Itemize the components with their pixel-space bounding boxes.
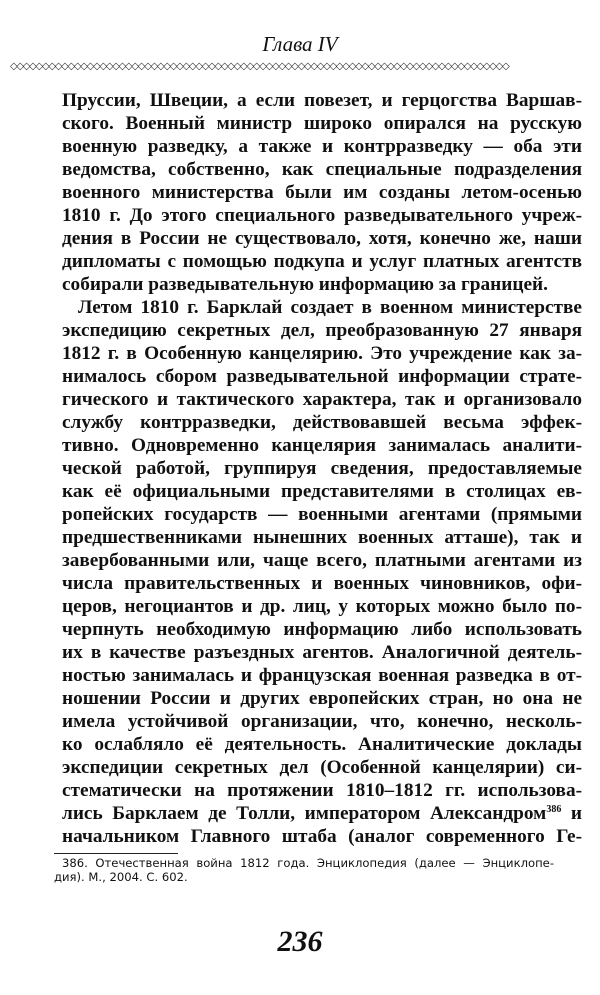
text-line xyxy=(62,802,582,825)
text-line: числа правительственных и военных чиновников, офи- xyxy=(62,573,582,594)
text-line: собирали разведывательную информацию за границей. xyxy=(62,274,548,295)
text-line: стематически на протяжении 1810–1812 гг. использова- xyxy=(62,780,582,801)
text-line: начальником Главного штаба (аналог современного Ге- xyxy=(62,826,582,847)
text-line: завербованными или, чаще всего, платными агентами из xyxy=(62,550,582,571)
text-line: ческой работой, группируя сведения, предоставляемые xyxy=(62,458,582,479)
text-line: гического и тактического характера, так и организовало xyxy=(62,389,582,410)
text-line: Летом 1810 г. Барклай создает в военном министерстве xyxy=(78,297,582,318)
text-line: Пруссии, Швеции, а если повезет, и герцогства Варшав- xyxy=(62,90,582,111)
text-line: 1812 г. в Особенную канцелярию. Это учреждение как за- xyxy=(62,343,582,364)
footnote-line: дия). М., 2004. С. 602. xyxy=(54,870,188,884)
text-line-content: лись Барклаем де Толли, императором Александром xyxy=(62,803,547,824)
text-line: нималось сбором разведывательной информации страте- xyxy=(62,366,582,387)
text-line: предшественниками нынешних военных атташе), так и xyxy=(62,527,582,548)
ornament-divider: ◇◇◇◇◇◇◇◇◇◇◇◇◇◇◇◇◇◇◇◇◇◇◇◇◇◇◇◇◇◇◇◇◇◇◇◇◇◇◇◇◇◇◇◇◇◇◇◇◇◇◇◇◇◇◇◇◇◇◇◇◇◇◇◇◇◇◇◇◇◇◇◇◇◇◇◇◇◇ xyxy=(10,61,509,72)
text-line: службу контрразведки, действовавшей весьма эффек- xyxy=(62,412,582,433)
text-line: ностью занималась и французская военная разведка в от- xyxy=(62,665,582,686)
text-line: экспедиции секретных дел (Особенной канцелярии) си- xyxy=(62,757,582,778)
text-line: экспедицию секретных дел, преобразованную 27 января xyxy=(62,320,582,341)
page-number: 236 xyxy=(277,925,323,958)
text-line: ношении России и других европейских стран, но она не xyxy=(62,688,582,709)
text-line: тивно. Одновременно канцелярия занималась аналити- xyxy=(62,435,582,456)
text-line-tail: и xyxy=(561,803,582,824)
running-title: Глава IV xyxy=(262,32,338,56)
text-line: дения в России не существовало, хотя, конечно же, наши xyxy=(62,228,582,249)
text-line: военную разведку, а также и контрразведку — оба эти xyxy=(62,136,582,157)
text-line: их в качестве разъездных агентов. Аналогичной деятель- xyxy=(62,642,582,663)
text-line: церов, негоциантов и др. лиц, у которых можно было по- xyxy=(62,596,582,617)
footnote-line: 386. Отечественная война 1812 года. Энциклопедия (далее — Энциклопе- xyxy=(62,856,554,870)
text-line: ко ослабляло её деятельность. Аналитические доклады xyxy=(62,734,582,755)
text-line: ведомства, собственно, как специальные подразделения xyxy=(62,159,582,180)
text-line: черпнуть необходимую информацию либо использовать xyxy=(62,619,582,640)
footnote xyxy=(54,856,554,884)
text-line: ского. Военный министр широко опирался на русскую xyxy=(62,113,582,134)
text-line: 1810 г. До этого специального разведывательного учреж- xyxy=(62,205,582,226)
footnote-reference[interactable]: 386 xyxy=(546,804,562,815)
text-line: военного министерства были им созданы летом-осенью xyxy=(62,182,582,203)
body-text xyxy=(62,89,582,848)
footnote-divider xyxy=(54,853,178,854)
text-line: дипломаты с помощью подкупа и услуг платных агентств xyxy=(62,251,582,272)
text-line: ропейских государств — военными агентами (прямыми xyxy=(62,504,582,525)
text-line: имела устойчивой организации, что, конечно, несколь- xyxy=(62,711,582,732)
text-line: как её официальными представителями в столицах ев- xyxy=(62,481,582,502)
